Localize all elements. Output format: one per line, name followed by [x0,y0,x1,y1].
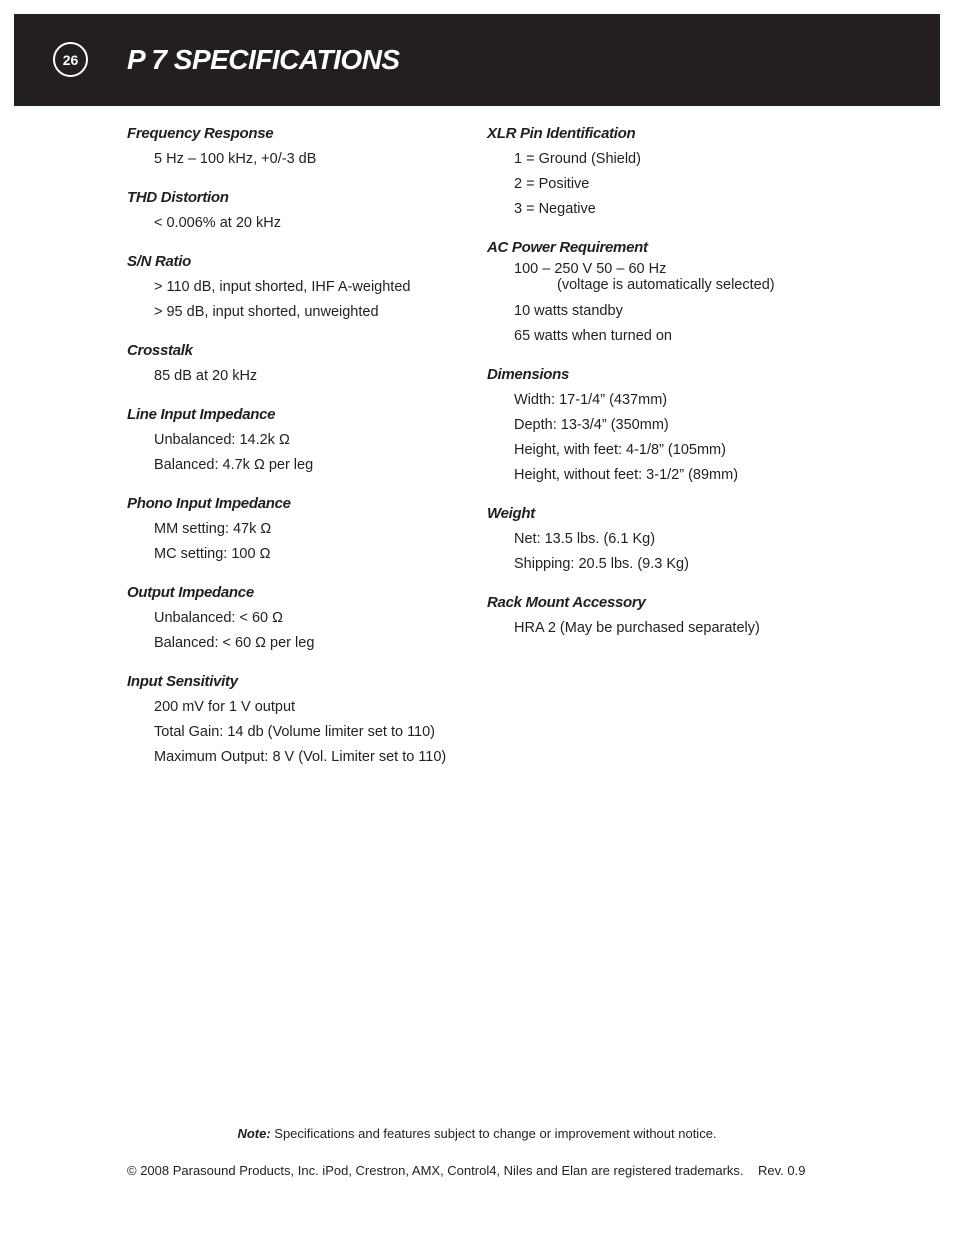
spec-value: Height, without feet: 3-1/2” (89mm) [514,467,739,483]
spec-input-sensitivity [127,673,477,770]
spec-value: 3 = Negative [514,201,596,217]
spec-heading: Input Sensitivity [127,673,238,690]
spec-value: MC setting: 100 Ω [154,546,271,562]
page-title: P 7 SPECIFICATIONS [127,44,400,75]
specs-right-column [487,125,867,658]
note-label: Note: [237,1126,271,1141]
spec-value: 85 dB at 20 kHz [154,368,258,384]
spec-heading: XLR Pin Identification [487,125,636,142]
spec-heading: Output Impedance [127,584,254,601]
spec-value: 200 mV for 1 V output [154,699,296,715]
spec-value: Width: 17-1/4” (437mm) [514,392,668,408]
spec-ac-power-requirement [487,239,867,349]
spec-value: 10 watts standby [514,303,623,319]
spec-frequency-response [127,125,477,172]
footer-note [0,1124,954,1144]
spec-value: Balanced: < 60 Ω per leg [154,635,315,651]
spec-heading: Crosstalk [127,342,193,359]
spec-value: Maximum Output: 8 V (Vol. Limiter set to 110) [154,749,447,765]
spec-value: 1 = Ground (Shield) [514,151,641,167]
spec-value: Total Gain: 14 db (Volume limiter set to 110) [154,724,436,740]
spec-rack-mount-accessory [487,594,867,641]
spec-value: 65 watts when turned on [514,328,672,344]
spec-heading: THD Distortion [127,189,229,206]
spec-heading: Dimensions [487,366,570,383]
spec-value: > 110 dB, input shorted, IHF A-weighted [154,279,411,295]
spec-thd-distortion [127,189,477,236]
spec-heading: Weight [487,505,535,522]
spec-value: Unbalanced: < 60 Ω [154,610,283,626]
spec-value: > 95 dB, input shorted, unweighted [154,304,379,320]
specs-left-column [127,125,477,787]
spec-weight [487,505,867,577]
spec-value: Unbalanced: 14.2k Ω [154,432,290,448]
spec-heading: Line Input Impedance [127,406,276,423]
note-text: Specifications and features subject to change or improvement without notice. [270,1126,717,1141]
spec-value: Net: 13.5 lbs. (6.1 Kg) [514,531,656,547]
spec-crosstalk [127,342,477,389]
spec-phono-input-impedance [127,495,477,567]
spec-value: 5 Hz – 100 kHz, +0/-3 dB [154,151,317,167]
spec-value: Height, with feet: 4-1/8” (105mm) [514,442,726,458]
spec-value: Balanced: 4.7k Ω per leg [154,457,314,473]
spec-sn-ratio [127,253,477,325]
spec-heading: AC Power Requirement [487,239,648,256]
spec-value: 100 – 250 V 50 – 60 Hz [514,261,667,277]
spec-value: < 0.006% at 20 kHz [154,215,281,231]
spec-line-input-impedance [127,406,477,478]
copyright-line: © 2008 Parasound Products, Inc. iPod, Crestron, AMX, Control4, Niles and Elan are registered trademarks. Rev. 0.9 [127,1163,806,1178]
spec-value: 2 = Positive [514,176,590,192]
spec-xlr-pin-identification [487,125,867,222]
spec-output-impedance [127,584,477,656]
spec-heading: Phono Input Impedance [127,495,291,512]
spec-value-note: (voltage is automatically selected) [557,277,775,293]
spec-value: MM setting: 47k Ω [154,521,272,537]
page-header [14,14,940,106]
spec-dimensions [487,366,867,488]
spec-value: HRA 2 (May be purchased separately) [514,620,760,636]
page-number-badge: 26 [53,42,88,77]
spec-heading: S/N Ratio [127,253,191,270]
spec-value: Depth: 13-3/4” (350mm) [514,417,669,433]
spec-heading: Frequency Response [127,125,274,142]
spec-value: Shipping: 20.5 lbs. (9.3 Kg) [514,556,689,572]
spec-heading: Rack Mount Accessory [487,594,646,611]
